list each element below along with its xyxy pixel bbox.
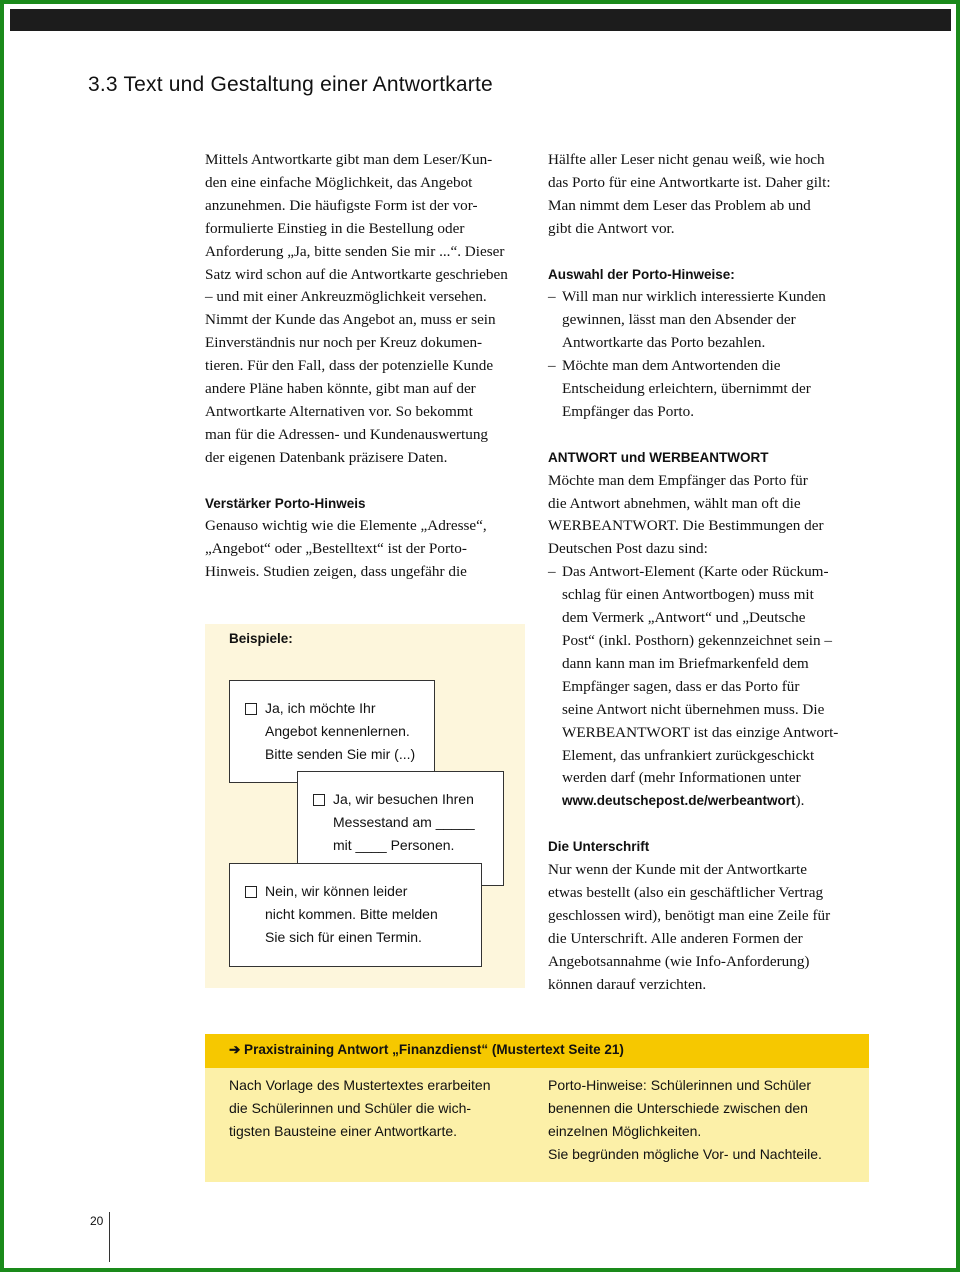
card2-line-2: Messestand am _____ bbox=[333, 814, 475, 830]
text-line: man für die Adressen- und Kundenauswertung bbox=[205, 425, 489, 443]
text-line: geschlossen wird), benötigt man eine Zeile für bbox=[548, 906, 831, 924]
antwort-heading: ANTWORT und WERBEANTWORT bbox=[548, 449, 769, 465]
text-line: Möchte man dem Empfänger das Porto für bbox=[548, 471, 808, 489]
practice-left-text bbox=[229, 1074, 529, 1143]
checkbox-icon bbox=[245, 886, 257, 898]
text-line: seine Antwort nicht übernehmen muss. Die bbox=[562, 700, 825, 718]
auswahl-heading: Auswahl der Porto-Hinweise: bbox=[548, 266, 735, 282]
card3-line-2: nicht kommen. Bitte melden bbox=[265, 906, 438, 922]
example-card-1 bbox=[229, 680, 435, 783]
card2-line-3: mit ____ Personen. bbox=[333, 837, 455, 853]
text-line: der eigenen Datenbank präzisere Daten. bbox=[205, 448, 448, 466]
text-line: Genauso wichtig wie die Elemente „Adresse“, bbox=[205, 517, 487, 535]
text-line: anzunehmen. Die häufigste Form ist der vor- bbox=[205, 196, 478, 214]
text-line: den eine einfache Möglichkeit, das Angebot bbox=[205, 173, 473, 191]
text-line: „Angebot“ oder „Bestelltext“ ist der Porto- bbox=[205, 540, 467, 558]
antwort-list-item: – Das Antwort-Element (Karte oder Rückum- schlag für einen Antwortbogen) muss mit dem Vermerk „Antwort“ und „Deutsche Post“ (inkl. Posthorn) gekennzeichnet sein – dann kann man im Briefmarkenfeld dem Empfänger sagen, dass er das Porto für seine Antwort nicht übernehmen muss. Die WERBEANTWORT ist das einzige Antwort- Element, das unfrankiert zurückgeschickt werden darf (mehr Informationen unter www.deutschepost.de/werbeantwort). bbox=[548, 561, 868, 813]
card3-line-3: Sie sich für einen Termin. bbox=[265, 929, 422, 945]
examples-label: Beispiele: bbox=[229, 631, 293, 646]
text-line: Post“ (inkl. Posthorn) gekennzeichnet sein – bbox=[562, 632, 832, 649]
text-line: Man nimmt dem Leser das Problem ab und bbox=[548, 196, 811, 214]
unterschrift-paragraph bbox=[548, 859, 868, 996]
page-title: 3.3 Text und Gestaltung einer Antwortkarte bbox=[88, 73, 493, 96]
text-line: einzelnen Möglichkeiten. bbox=[548, 1123, 702, 1139]
card3-line-1: Nein, wir können leider bbox=[265, 883, 408, 899]
text-line: Porto-Hinweise: Schülerinnen und Schüler bbox=[548, 1077, 812, 1093]
antwort-paragraph bbox=[548, 470, 868, 562]
text-line: Mittels Antwortkarte gibt man dem Leser/Kun- bbox=[205, 151, 493, 168]
text-line: WERBEANTWORT ist das einzige Antwort- bbox=[562, 723, 839, 741]
text-line: Nimmt der Kunde das Angebot an, muss er sein bbox=[205, 311, 496, 329]
text-line: Anforderung „Ja, bitte senden Sie mir ...“. Dieser bbox=[205, 242, 505, 260]
text-line: formulierte Einstieg in die Bestellung oder bbox=[205, 219, 465, 237]
page-number: 20 bbox=[90, 1214, 104, 1228]
checkbox-icon bbox=[313, 794, 325, 806]
text-line: die Schülerinnen und Schüler die wich- bbox=[229, 1100, 472, 1116]
left-column bbox=[205, 149, 525, 584]
text-line: werden darf (mehr Informationen unter bbox=[562, 769, 801, 787]
practice-heading: ➔ Praxistraining Antwort „Finanzdienst“ (Mustertext Seite 21) bbox=[229, 1042, 624, 1057]
text-line: Antwortkarte das Porto bezahlen. bbox=[562, 334, 766, 352]
text-line: Nach Vorlage des Mustertextes erarbeiten bbox=[229, 1077, 491, 1093]
card1-line-1: Ja, ich möchte Ihr bbox=[265, 700, 376, 716]
text-line: Element, das unfrankiert zurückgeschickt bbox=[562, 746, 815, 764]
text-line: tieren. Für den Fall, dass der potenzielle Kunde bbox=[205, 357, 494, 375]
page-number-rule bbox=[109, 1212, 110, 1262]
top-bar bbox=[10, 9, 951, 31]
right-intro-paragraph bbox=[548, 149, 868, 241]
werbeantwort-link[interactable]: www.deutschepost.de/werbeantwort bbox=[562, 793, 796, 809]
text-line: gibt die Antwort vor. bbox=[548, 219, 675, 237]
text-line: können darauf verzichten. bbox=[548, 975, 707, 993]
text-line: schlag für einen Antwortbogen) muss mit bbox=[562, 586, 814, 604]
card2-line-1: Ja, wir besuchen Ihren bbox=[333, 791, 474, 807]
text-line: die Antwort abnehmen, wählt man oft die bbox=[548, 494, 801, 512]
text-line: Nur wenn der Kunde mit der Antwortkarte bbox=[548, 861, 807, 879]
text-line: Deutschen Post dazu sind: bbox=[548, 540, 708, 558]
text-line: – Das Antwort-Element (Karte oder Rückum- bbox=[562, 563, 829, 581]
porto-paragraph bbox=[205, 515, 525, 584]
right-column bbox=[548, 149, 868, 996]
checkbox-icon bbox=[245, 703, 257, 715]
text-line: Hinweis. Studien zeigen, dass ungefähr die bbox=[205, 563, 467, 581]
practice-box bbox=[205, 1034, 869, 1182]
text-line: das Porto für eine Antwortkarte ist. Daher gilt: bbox=[548, 173, 831, 191]
unterschrift-heading: Die Unterschrift bbox=[548, 839, 650, 855]
text-line: gewinnen, lässt man den Absender der bbox=[562, 311, 796, 329]
text-line: Angebotsannahme (wie Info-Anforderung) bbox=[548, 952, 810, 970]
text-line: Empfänger das Porto. bbox=[562, 402, 695, 420]
text-line: – und mit einer Ankreuzmöglichkeit versehen. bbox=[205, 288, 487, 306]
text-line: Entscheidung erleichtern, übernimmt der bbox=[562, 380, 811, 398]
text-line: – Will man nur wirklich interessierte Kunden bbox=[562, 288, 826, 306]
text-line: Satz wird schon auf die Antwortkarte geschrieben bbox=[205, 265, 508, 283]
text-line: Sie begründen mögliche Vor- und Nachteile. bbox=[548, 1146, 822, 1162]
text-line: dann kann man im Briefmarkenfeld dem bbox=[562, 654, 809, 672]
text-line: Einverständnis nur noch per Kreuz dokumen- bbox=[205, 334, 483, 352]
example-card-3 bbox=[229, 863, 482, 967]
text-line: benennen die Unterschiede zwischen den bbox=[548, 1100, 808, 1116]
text-line: die Unterschrift. Alle anderen Formen der bbox=[548, 929, 803, 947]
text-line: tigsten Bausteine einer Antwortkarte. bbox=[229, 1123, 458, 1139]
text-line: dem Vermerk „Antwort“ und „Deutsche bbox=[562, 609, 806, 627]
text-line: Empfänger sagen, dass er das Porto für bbox=[562, 677, 800, 695]
auswahl-list bbox=[548, 286, 868, 423]
text-line: Antwortkarte Alternativen vor. So bekommt bbox=[205, 402, 473, 420]
list-item bbox=[548, 355, 868, 424]
text-line: Hälfte aller Leser nicht genau weiß, wie hoch bbox=[548, 151, 825, 168]
list-item bbox=[548, 286, 868, 355]
text-line: – Möchte man dem Antwortenden die bbox=[562, 357, 781, 375]
practice-right-text bbox=[548, 1074, 866, 1166]
card1-line-2: Angebot kennenlernen. bbox=[265, 723, 410, 739]
practice-header bbox=[205, 1034, 869, 1068]
text-line: andere Pläne haben könnte, gibt man auf der bbox=[205, 380, 476, 398]
text-line: WERBEANTWORT. Die Bestimmungen der bbox=[548, 517, 824, 535]
text-line: etwas bestellt (also ein geschäftlicher Vertrag bbox=[548, 883, 824, 901]
porto-heading: Verstärker Porto-Hinweis bbox=[205, 495, 366, 511]
left-intro-paragraph bbox=[205, 149, 525, 470]
card1-line-3: Bitte senden Sie mir (...) bbox=[265, 746, 416, 762]
